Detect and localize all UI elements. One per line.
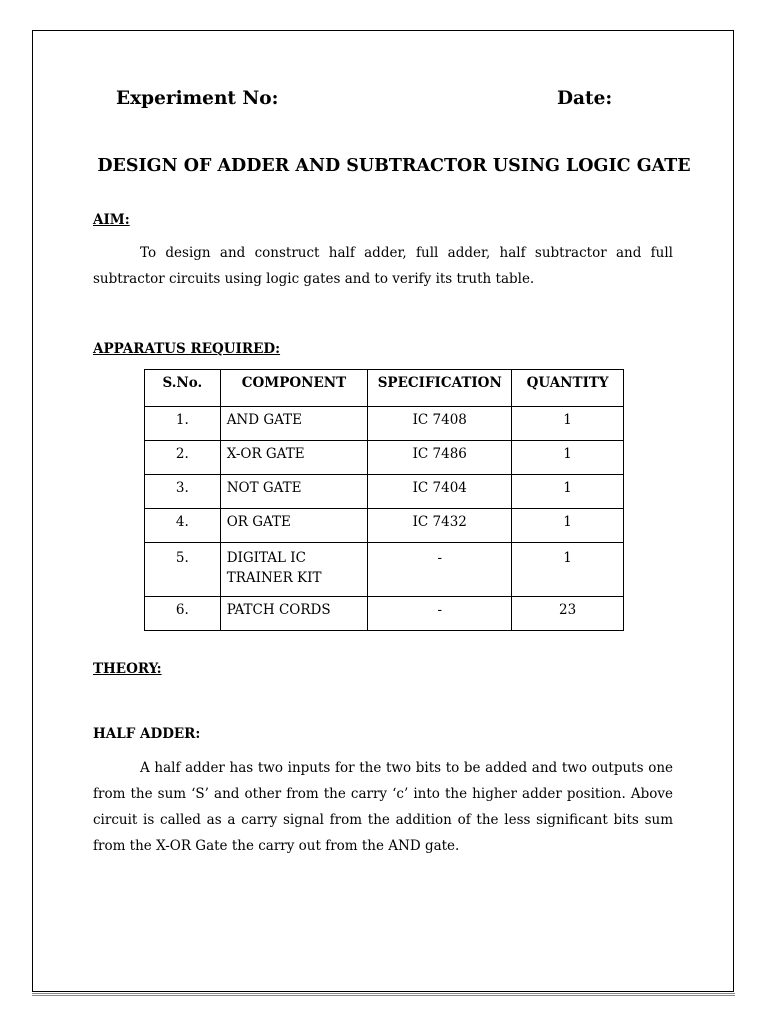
cell-component: PATCH CORDS (220, 597, 368, 631)
cell-component-line: TRAINER KIT (226, 570, 322, 586)
cell-sno: 4. (145, 509, 221, 543)
table-row (145, 475, 624, 509)
cell-component-line: DIGITAL IC (226, 550, 306, 566)
column-header-specification: SPECIFICATION (368, 370, 512, 407)
column-header-component: COMPONENT (220, 370, 368, 407)
date-label: Date: (557, 88, 613, 109)
table-row (145, 509, 624, 543)
cell-sno: 3. (145, 475, 221, 509)
cell-quantity: 1 (512, 441, 624, 475)
cell-specification: - (368, 543, 512, 597)
table-row (145, 597, 624, 631)
aim-heading: AIM: (93, 212, 130, 228)
theory-heading: THEORY: (93, 661, 162, 677)
cell-quantity: 1 (512, 509, 624, 543)
table-row (145, 407, 624, 441)
half-adder-heading: HALF ADDER: (93, 726, 201, 742)
experiment-no-label: Experiment No: (116, 88, 279, 109)
column-header-quantity: QUANTITY (512, 370, 624, 407)
apparatus-heading: APPARATUS REQUIRED: (93, 341, 281, 357)
apparatus-table (144, 369, 624, 631)
page-bottom-rule (32, 993, 735, 996)
half-adder-text: A half adder has two inputs for the two bits to be added and two outputs one from the sum ‘S’ and other from the carry ‘c’ into the higher adder position. Above circuit is called as a carry signal from the addition of the less significant bits sum from the X-OR Gate the carry out from the AND gate. (93, 760, 673, 854)
cell-quantity: 1 (512, 543, 624, 597)
cell-quantity: 23 (512, 597, 624, 631)
cell-component: X-OR GATE (220, 441, 368, 475)
column-header-sno: S.No. (145, 370, 221, 407)
cell-component (220, 543, 368, 597)
cell-sno: 5. (145, 543, 221, 597)
cell-sno: 1. (145, 407, 221, 441)
cell-sno: 6. (145, 597, 221, 631)
table-row (145, 543, 624, 597)
cell-specification: IC 7432 (368, 509, 512, 543)
document-title: DESIGN OF ADDER AND SUBTRACTOR USING LOGIC GATE (97, 156, 691, 176)
cell-component: OR GATE (220, 509, 368, 543)
cell-specification: IC 7486 (368, 441, 512, 475)
cell-specification: - (368, 597, 512, 631)
cell-quantity: 1 (512, 475, 624, 509)
aim-text: To design and construct half adder, full adder, half subtractor and full subtractor circuits using logic gates and to verify its truth table. (93, 245, 673, 287)
cell-component: NOT GATE (220, 475, 368, 509)
table-row (145, 441, 624, 475)
cell-quantity: 1 (512, 407, 624, 441)
cell-specification: IC 7404 (368, 475, 512, 509)
table-header-row (145, 370, 624, 407)
cell-component: AND GATE (220, 407, 368, 441)
cell-specification: IC 7408 (368, 407, 512, 441)
cell-sno: 2. (145, 441, 221, 475)
